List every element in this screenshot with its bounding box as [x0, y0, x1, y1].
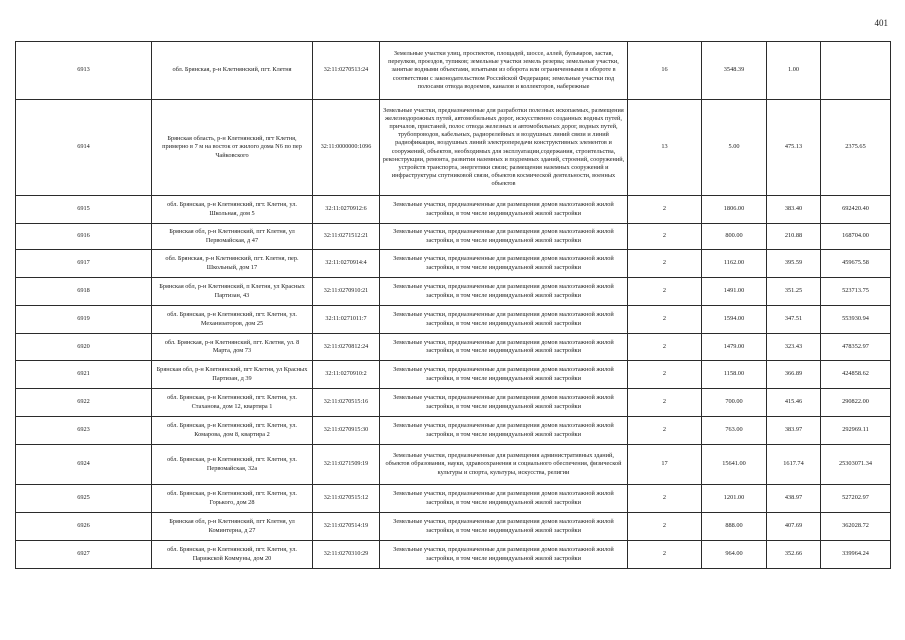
area-cell: 1806.00 — [702, 196, 767, 224]
table-row — [16, 513, 891, 541]
table-row — [16, 278, 891, 306]
address-cell: обл. Брянская, р-н Клетнянский, пгт. Клетня, ул. Парижской Коммуны, дом 20 — [152, 541, 313, 569]
specific-value-cell: 1.00 — [767, 42, 821, 100]
cadastral-number-cell: 32:11:0270812:24 — [313, 334, 380, 361]
group-cell: 2 — [628, 513, 702, 541]
area-cell: 1158.00 — [702, 361, 767, 389]
area-cell: 1479.00 — [702, 334, 767, 361]
cadastral-table — [15, 41, 891, 569]
row-number-cell: 6926 — [16, 513, 152, 541]
row-number-cell: 6925 — [16, 485, 152, 513]
cadastral-number-cell: 32:11:0271509:19 — [313, 445, 380, 485]
area-cell: 5.00 — [702, 100, 767, 196]
specific-value-cell: 366.89 — [767, 361, 821, 389]
area-cell: 1594.00 — [702, 306, 767, 334]
specific-value-cell: 347.51 — [767, 306, 821, 334]
table-row — [16, 224, 891, 250]
group-cell: 2 — [628, 485, 702, 513]
area-cell: 1491.00 — [702, 278, 767, 306]
address-cell: обл. Брянская, р-н Клетнянский, пгт. Клетня, ул. Горького, дом 28 — [152, 485, 313, 513]
table-row — [16, 306, 891, 334]
table-row — [16, 334, 891, 361]
cadastral-number-cell: 32:11:0270515:16 — [313, 389, 380, 417]
address-cell: обл. Брянская, р-н Клетнянский, пгт. Клетня, ул. Стаханова, дом 12, квартира 1 — [152, 389, 313, 417]
group-cell: 2 — [628, 224, 702, 250]
table-body — [16, 42, 891, 569]
group-cell: 2 — [628, 417, 702, 445]
address-cell: Брянская обл, р-н Клетнянский, пгт Клетня, ул Первомайская, д 47 — [152, 224, 313, 250]
specific-value-cell: 383.97 — [767, 417, 821, 445]
address-cell: обл. Брянская, р-н Клетнянский, пгт. Клетня, ул. 8 Марта, дом 73 — [152, 334, 313, 361]
group-cell: 2 — [628, 389, 702, 417]
address-cell: обл. Брянская, р-н Клетнянский, пгт. Клетня — [152, 42, 313, 100]
land-use-cell: Земельные участки, предназначенные для размещения административных зданий, объектов образования, науки, здравоохранения и социального обеспечения, физической культуры и спорта, культуры, искусства, религии — [380, 445, 628, 485]
group-cell: 2 — [628, 334, 702, 361]
address-cell: Брянская обл, р-н Клетнянский, п Клетня, ул Красных Партизан, 43 — [152, 278, 313, 306]
area-cell: 800.00 — [702, 224, 767, 250]
cadastral-value-cell: 362028.72 — [821, 513, 891, 541]
specific-value-cell: 395.59 — [767, 250, 821, 278]
group-cell: 2 — [628, 541, 702, 569]
cadastral-number-cell: 32:11:0270515:12 — [313, 485, 380, 513]
address-cell: обл. Брянская, р-н Клетнянский, пгт. Клетня, ул. Школьная, дом 5 — [152, 196, 313, 224]
cadastral-value-cell: 339964.24 — [821, 541, 891, 569]
cadastral-value-cell: 292969.11 — [821, 417, 891, 445]
cadastral-value-cell: 553930.94 — [821, 306, 891, 334]
address-cell: обл. Брянская, р-н Клетнянский, пгт. Клетня, ул. Механизаторов, дом 25 — [152, 306, 313, 334]
cadastral-value-cell — [821, 42, 891, 100]
area-cell: 15641.00 — [702, 445, 767, 485]
specific-value-cell: 352.66 — [767, 541, 821, 569]
specific-value-cell: 383.40 — [767, 196, 821, 224]
area-cell: 763.00 — [702, 417, 767, 445]
specific-value-cell: 415.46 — [767, 389, 821, 417]
row-number-cell: 6914 — [16, 100, 152, 196]
cadastral-number-cell: 32:11:0270914:4 — [313, 250, 380, 278]
cadastral-number-cell: 32:11:0271011:7 — [313, 306, 380, 334]
table-row — [16, 100, 891, 196]
cadastral-number-cell: 32:11:0270514:19 — [313, 513, 380, 541]
specific-value-cell: 407.69 — [767, 513, 821, 541]
row-number-cell: 6924 — [16, 445, 152, 485]
cadastral-number-cell: 32:11:0270513:24 — [313, 42, 380, 100]
table-row — [16, 541, 891, 569]
address-cell: Брянская обл, р-н Клетнянский, пгт Клетня, ул Коминтерна, д 27 — [152, 513, 313, 541]
address-cell: обл. Брянская, р-н Клетнянский, пгт. Клетня, ул. Комарова, дом 8, квартира 2 — [152, 417, 313, 445]
land-use-cell: Земельные участки улиц, проспектов, площадей, шоссе, аллей, бульваров, застав, переулков, проездов, тупиков; земельные участки земель резерва; земельные участки, занятые водными объектами, изъятыми из оборота или ограниченными в обороте в соответствии с законодательством Российской Федерации; земельные участки под полосами отвода водоемов, каналов и коллекторов, набережные — [380, 42, 628, 100]
group-cell: 17 — [628, 445, 702, 485]
group-cell: 2 — [628, 306, 702, 334]
cadastral-number-cell: 32:11:0270910:2 — [313, 361, 380, 389]
cadastral-value-cell: 459675.58 — [821, 250, 891, 278]
land-use-cell: Земельные участки, предназначенные для размещения домов малоэтажной жилой застройки, в том числе индивидуальной жилой застройки — [380, 541, 628, 569]
table-row — [16, 361, 891, 389]
cadastral-value-cell: 523713.75 — [821, 278, 891, 306]
land-use-cell: Земельные участки, предназначенные для размещения домов малоэтажной жилой застройки, в том числе индивидуальной жилой застройки — [380, 485, 628, 513]
row-number-cell: 6917 — [16, 250, 152, 278]
cadastral-value-cell: 25303071.34 — [821, 445, 891, 485]
row-number-cell: 6927 — [16, 541, 152, 569]
group-cell: 16 — [628, 42, 702, 100]
area-cell: 888.00 — [702, 513, 767, 541]
cadastral-number-cell: 32:11:0271512:21 — [313, 224, 380, 250]
address-cell: Брянская обл, р-н Клетнянский, пгт Клетня, ул Красных Партизан, д 39 — [152, 361, 313, 389]
land-use-cell: Земельные участки, предназначенные для размещения домов малоэтажной жилой застройки, в том числе индивидуальной жилой застройки — [380, 389, 628, 417]
specific-value-cell: 323.43 — [767, 334, 821, 361]
cadastral-number-cell: 32:11:0000000:1096 — [313, 100, 380, 196]
area-cell: 1162.00 — [702, 250, 767, 278]
row-number-cell: 6913 — [16, 42, 152, 100]
land-use-cell: Земельные участки, предназначенные для размещения домов малоэтажной жилой застройки, в том числе индивидуальной жилой застройки — [380, 196, 628, 224]
address-cell: Брянская область, р-н Клетнянский, пгт Клетня, примерно в 7 м на восток от жилого дома N6 по пер Чайковского — [152, 100, 313, 196]
area-cell: 700.00 — [702, 389, 767, 417]
cadastral-value-cell: 2375.65 — [821, 100, 891, 196]
row-number-cell: 6920 — [16, 334, 152, 361]
row-number-cell: 6919 — [16, 306, 152, 334]
specific-value-cell: 351.25 — [767, 278, 821, 306]
cadastral-value-cell: 527202.97 — [821, 485, 891, 513]
row-number-cell: 6921 — [16, 361, 152, 389]
table-row — [16, 250, 891, 278]
cadastral-value-cell: 168704.00 — [821, 224, 891, 250]
specific-value-cell: 210.88 — [767, 224, 821, 250]
land-use-cell: Земельные участки, предназначенные для разработки полезных ископаемых, размещения железнодорожных путей, автомобильных дорог, искусственно созданных водных путей, причалов, пристаней, полос отвода железных и автомобильных дорог, водных путей, трубопроводов, кабельных, радиорелейных и воздушных линий связи и линий радиофикации, воздушных линий электропередачи конструктивных элементов и сооружений, объектов, необходимых для эксплуатации,содержания, строительства, реконструкции, ремонта, развития наземных и подземных зданий, строений, сооружений, устройств транспорта, энергетики связи; размещения наземных сооружений и инфраструктуры спутниковой связи, объектов космической деятельности, военных объектов — [380, 100, 628, 196]
row-number-cell: 6915 — [16, 196, 152, 224]
group-cell: 13 — [628, 100, 702, 196]
area-cell: 1201.00 — [702, 485, 767, 513]
table-row — [16, 389, 891, 417]
specific-value-cell: 438.97 — [767, 485, 821, 513]
land-use-cell: Земельные участки, предназначенные для размещения домов малоэтажной жилой застройки, в том числе индивидуальной жилой застройки — [380, 334, 628, 361]
row-number-cell: 6923 — [16, 417, 152, 445]
land-use-cell: Земельные участки, предназначенные для размещения домов малоэтажной жилой застройки, в том числе индивидуальной жилой застройки — [380, 361, 628, 389]
specific-value-cell: 475.13 — [767, 100, 821, 196]
land-use-cell: Земельные участки, предназначенные для размещения домов малоэтажной жилой застройки, в том числе индивидуальной жилой застройки — [380, 306, 628, 334]
group-cell: 2 — [628, 250, 702, 278]
specific-value-cell: 1617.74 — [767, 445, 821, 485]
area-cell: 964.00 — [702, 541, 767, 569]
table-row — [16, 485, 891, 513]
cadastral-value-cell: 424858.62 — [821, 361, 891, 389]
land-use-cell: Земельные участки, предназначенные для размещения домов малоэтажной жилой застройки, в том числе индивидуальной жилой застройки — [380, 250, 628, 278]
land-use-cell: Земельные участки, предназначенные для размещения домов малоэтажной жилой застройки, в том числе индивидуальной жилой застройки — [380, 278, 628, 306]
table-row — [16, 445, 891, 485]
area-cell: 3548.39 — [702, 42, 767, 100]
cadastral-number-cell: 32:11:0270910:21 — [313, 278, 380, 306]
cadastral-number-cell: 32:11:0270915:30 — [313, 417, 380, 445]
group-cell: 2 — [628, 361, 702, 389]
table-row — [16, 42, 891, 100]
row-number-cell: 6916 — [16, 224, 152, 250]
address-cell: обл. Брянская, р-н Клетнянский, пгт. Клетня, ул. Первомайская, 32а — [152, 445, 313, 485]
cadastral-value-cell: 692420.40 — [821, 196, 891, 224]
land-use-cell: Земельные участки, предназначенные для размещения домов малоэтажной жилой застройки, в том числе индивидуальной жилой застройки — [380, 224, 628, 250]
cadastral-number-cell: 32:11:0270912:6 — [313, 196, 380, 224]
page-number: 401 — [874, 18, 888, 28]
row-number-cell: 6918 — [16, 278, 152, 306]
cadastral-number-cell: 32:11:0270310:29 — [313, 541, 380, 569]
row-number-cell: 6922 — [16, 389, 152, 417]
cadastral-value-cell: 478352.97 — [821, 334, 891, 361]
table-row — [16, 196, 891, 224]
address-cell: обл. Брянская, р-н Клетнянский, пгт. Клетня, пер. Школьный, дом 17 — [152, 250, 313, 278]
group-cell: 2 — [628, 278, 702, 306]
group-cell: 2 — [628, 196, 702, 224]
land-use-cell: Земельные участки, предназначенные для размещения домов малоэтажной жилой застройки, в том числе индивидуальной жилой застройки — [380, 417, 628, 445]
cadastral-value-cell: 290822.00 — [821, 389, 891, 417]
table-row — [16, 417, 891, 445]
land-use-cell: Земельные участки, предназначенные для размещения домов малоэтажной жилой застройки, в том числе индивидуальной жилой застройки — [380, 513, 628, 541]
